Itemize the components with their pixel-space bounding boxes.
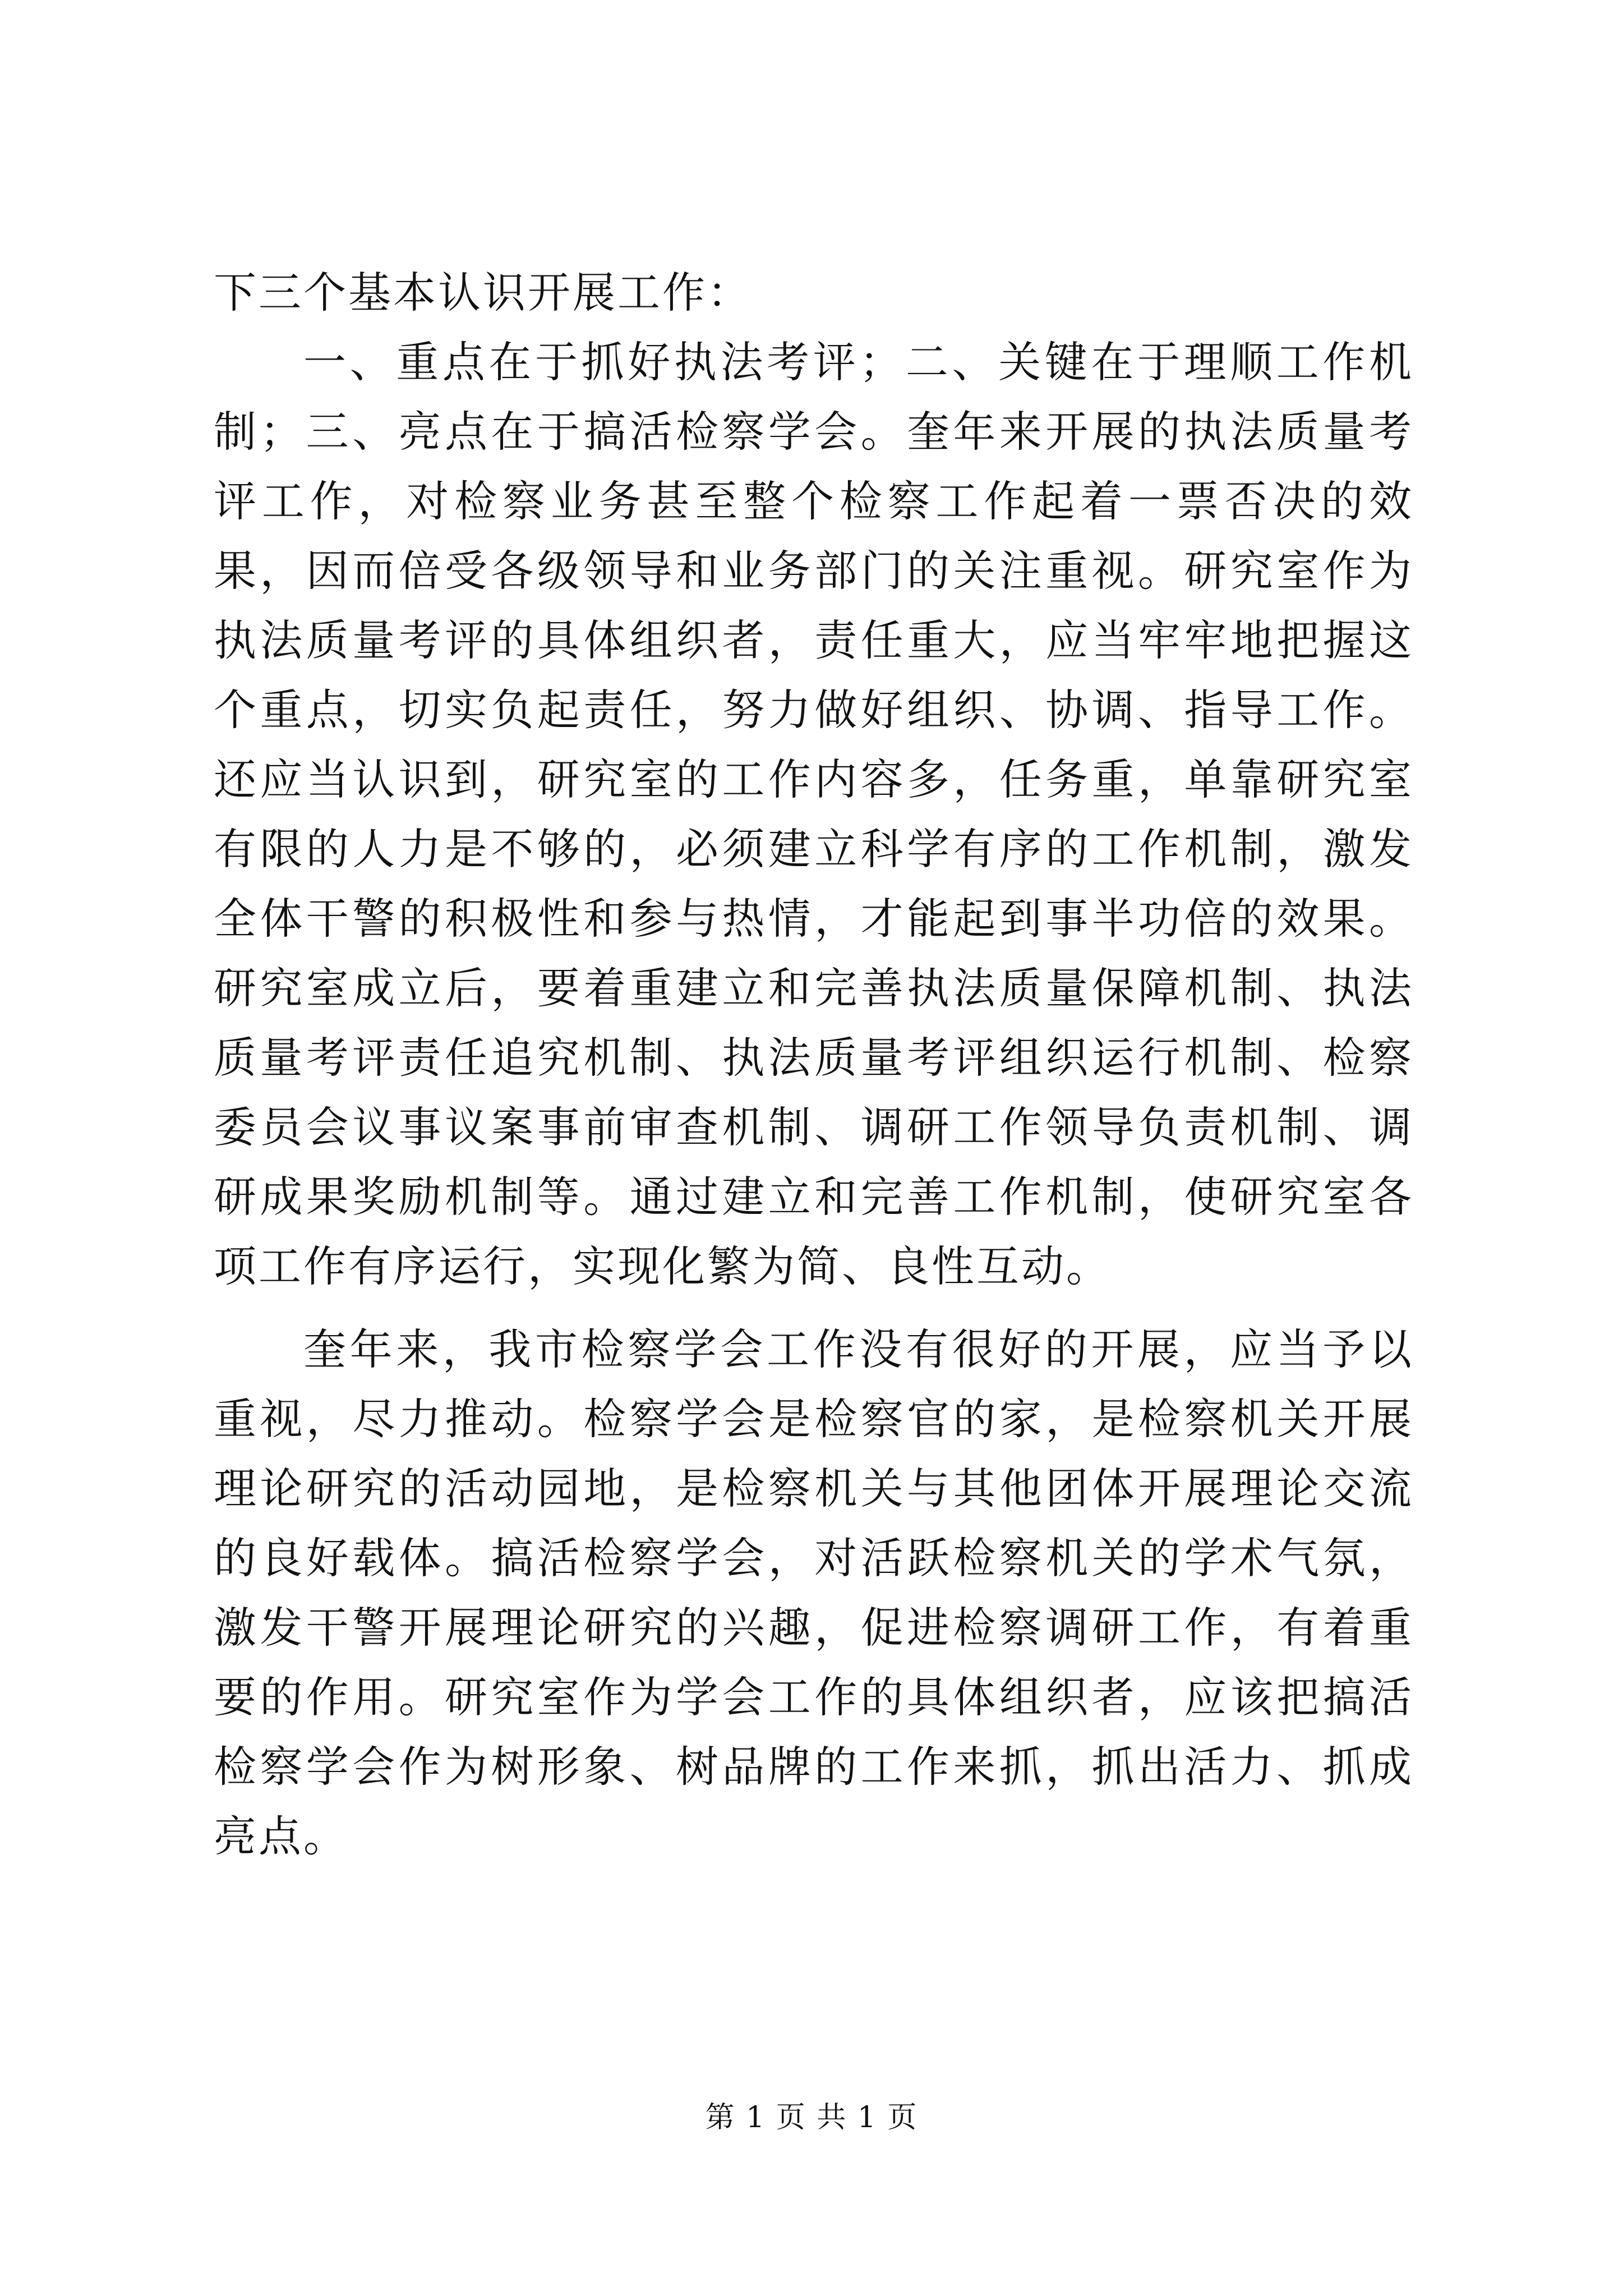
paragraph-3: 奎年来，我市检察学会工作没有很好的开展，应当予以重视，尽力推动。检察学会是检察官的家，是检察机关开展理论研究的活动园地，是检察机关与其他团体开展理论交流的良好载体。搞活检察学会，对活跃检察机关的学术气氛，激发干警开展理论研究的兴趣，促进检察调研工作，有着重要的作用。研究室作为学会工作的具体组织者，应该把搞活检察学会作为树形象、树品牌的工作来抓，抓出活力、抓成亮点。 [214, 1324, 1414, 1861]
document-body [214, 258, 1414, 1871]
paragraph-2: 一、重点在于抓好执法考评；二、关键在于理顺工作机制；三、亮点在于搞活检察学会。奎年来开展的执法质量考评工作，对检察业务甚至整个检察工作起着一票否决的效果，因而倍受各级领导和业务部门的关注重视。研究室作为执法质量考评的具体组织者，责任重大，应当牢牢地把握这个重点，切实负起责任，努力做好组织、协调、指导工作。还应当认识到，研究室的工作内容多，任务重，单靠研究室有限的人力是不够的，必须建立科学有序的工作机制，激发全体干警的积极性和参与热情，才能起到事半功倍的效果。研究室成立后，要着重建立和完善执法质量保障机制、执法质量考评责任追究机制、执法质量考评组织运行机制、检察委员会议事议案事前审查机制、调研工作领导负责机制、调研成果奖励机制等。通过建立和完善工作机制，使研究室各项工作有序运行，实现化繁为简、良性互动。 [214, 337, 1414, 1291]
page-footer: 第 1 页 共 1 页 [705, 2101, 918, 2134]
paragraph-1: 下三个基本认识开展工作： [214, 268, 752, 318]
